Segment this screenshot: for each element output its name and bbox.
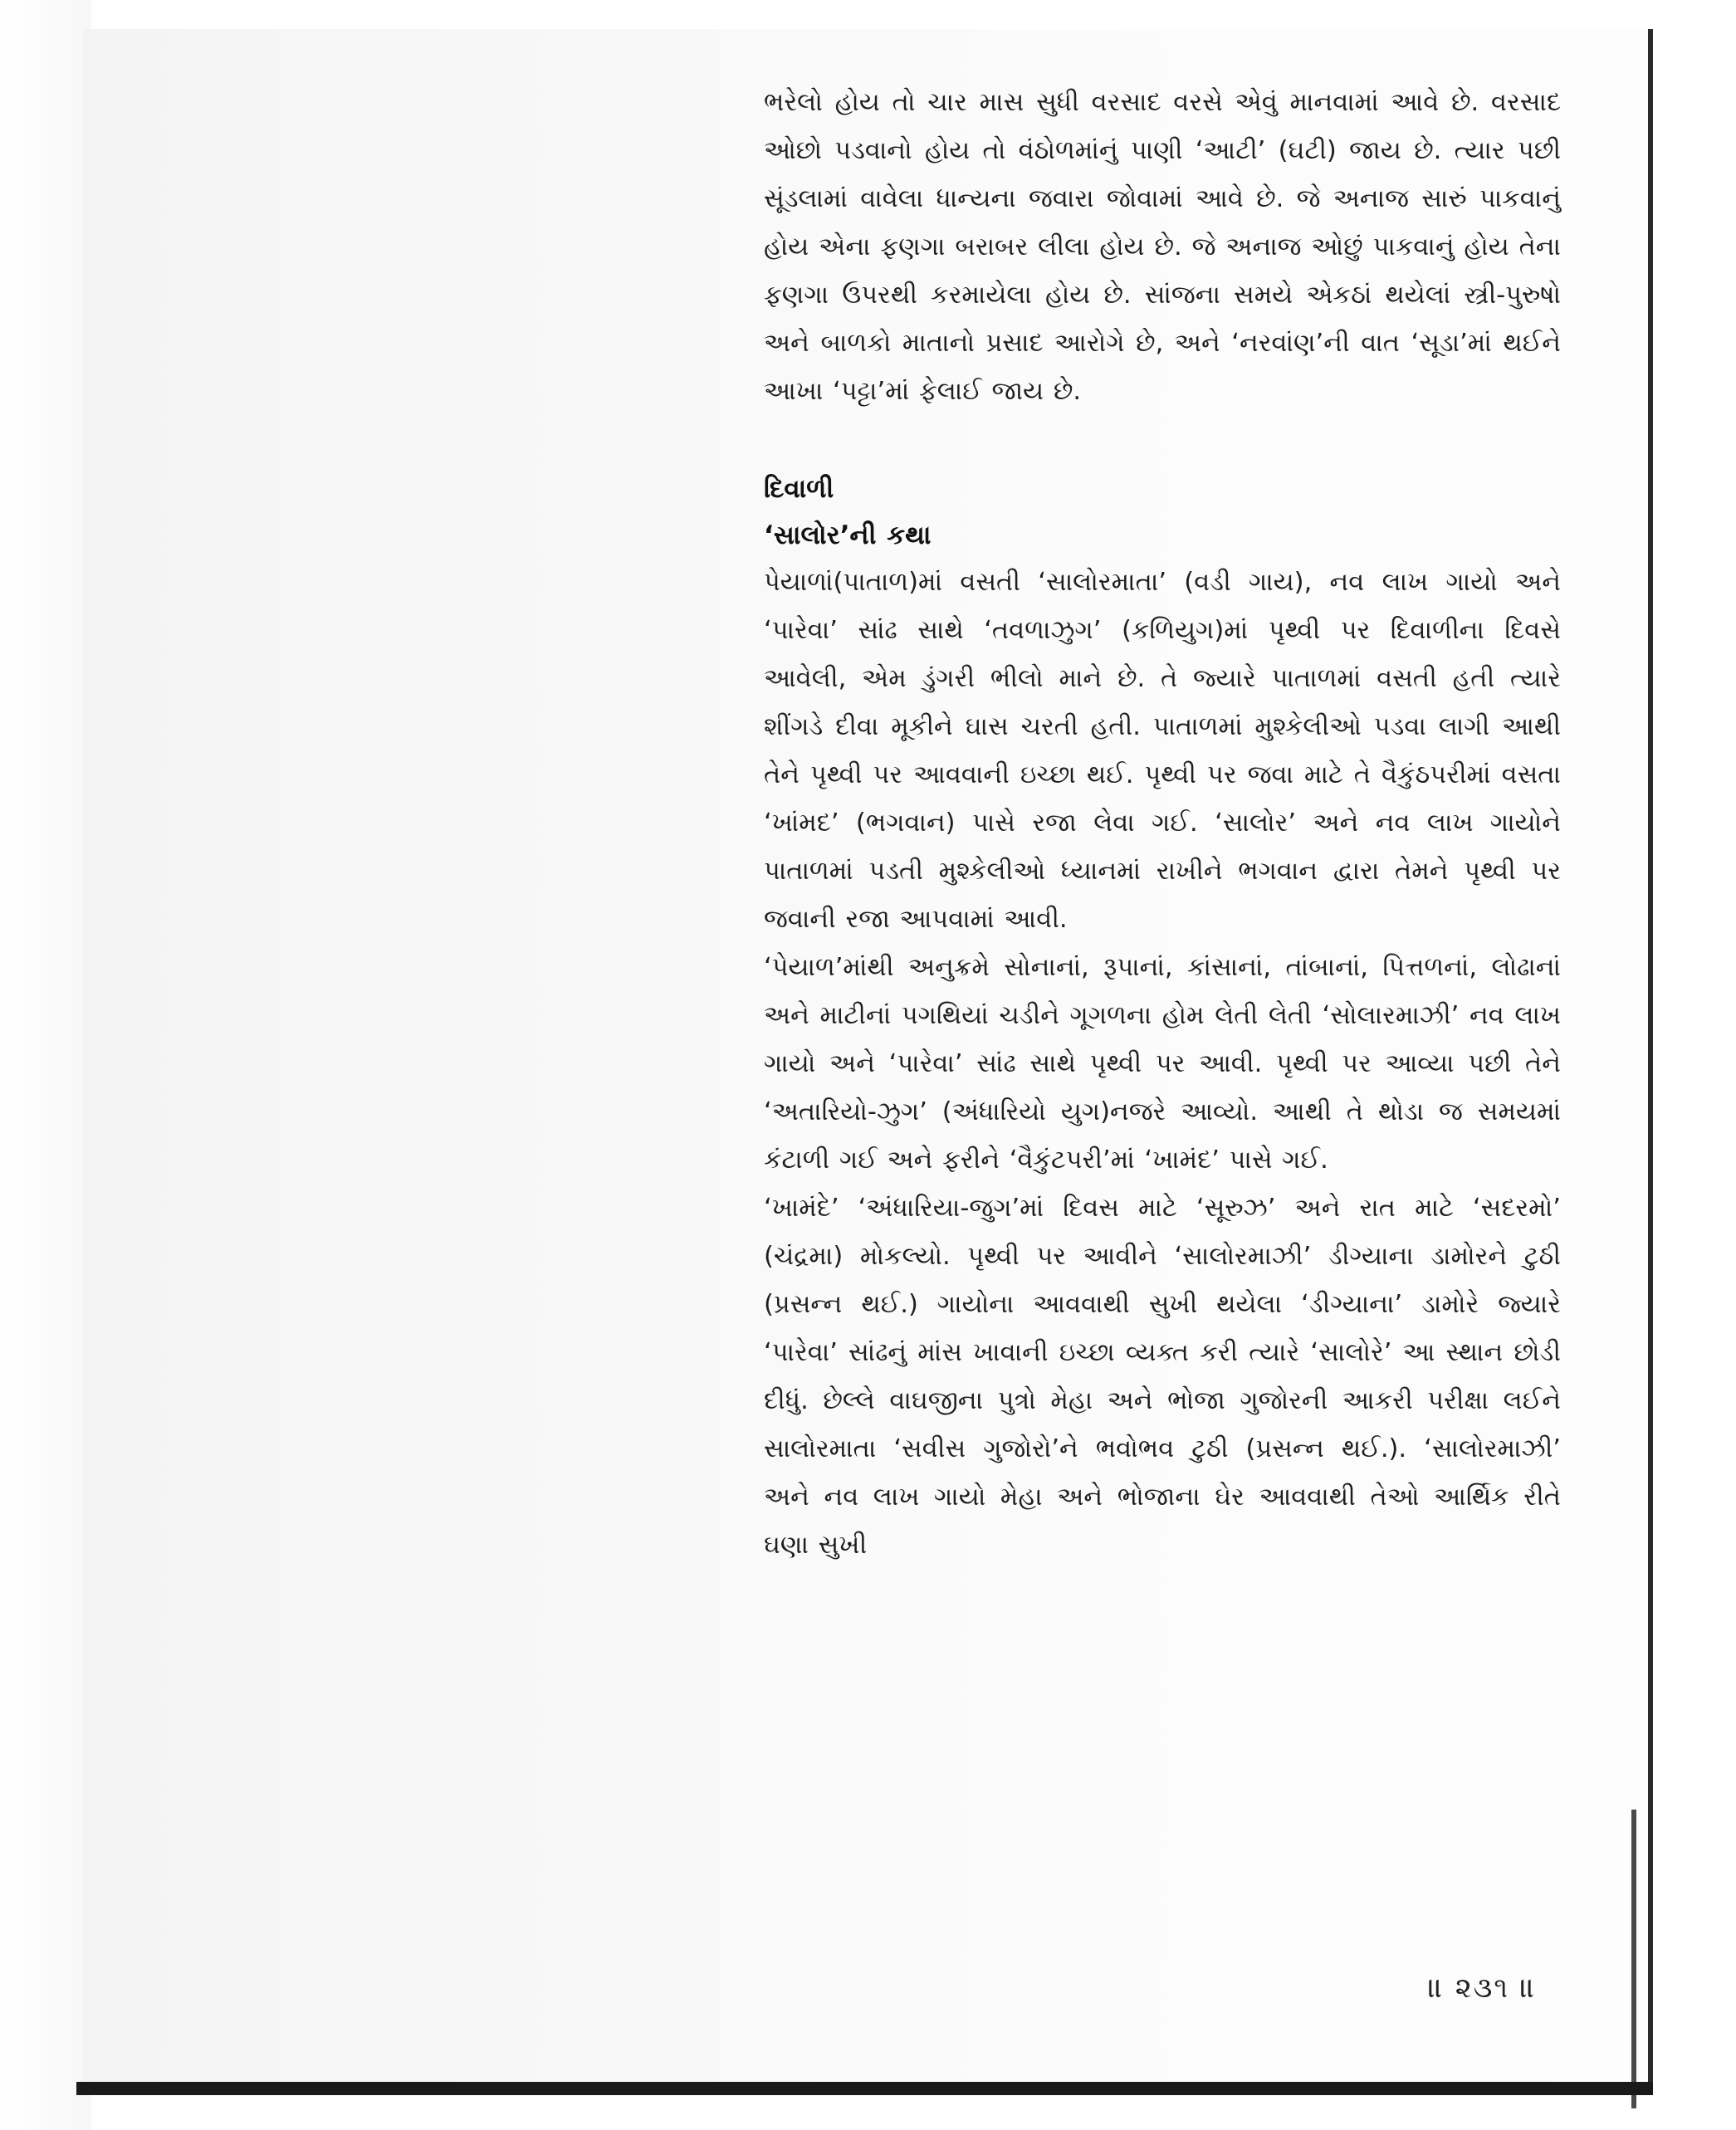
body-paragraph: ‘પેયાળ’માંથી અનુક્રમે સોનાનાં, રૂપાનાં, કાંસાનાં, તાંબાનાં, પિત્તળનાં, લોઢાનાં અને માટીનાં પગથિયાં ચડીને ગૂગળના હોમ લેતી લેતી ‘સોલારમાઝી’ નવ લાખ ગાયો અને ‘પારેવા’ સાંઢ સાથે પૃથ્વી પર આવી. પૃથ્વી પર આવ્યા પછી તેને ‘અતારિયો-ઝુગ’ (અંધારિયો યુગ)નજરે આવ્યો. આથી તે થોડા જ સમયમાં કંટાળી ગઈ અને ફરીને ‘વૈકુંટપરી’માં ‘ખામંદ’ પાસે ગઈ. <box>764 953 1561 1175</box>
section-heading: દિવાળી <box>764 474 834 504</box>
scan-margin-left <box>0 0 91 2130</box>
section-spacer <box>764 416 1561 466</box>
page-edge-bottom <box>76 2082 1653 2095</box>
page-edge-right-inner <box>1631 1810 1636 2108</box>
intro-paragraph: ભરેલો હોય તો ચાર માસ સુધી વરસાદ વરસે એવું માનવામાં આવે છે. વરસાદ ઓછો પડવાનો હોય તો વંઠોળમાંનું પાણી ‘આટી’ (ઘટી) જાય છે. ત્યાર પછી સૂંડલામાં વાવેલા ધાન્યના જવારા જોવામાં આવે છે. જે અનાજ સારું પાકવાનું હોય એના ફણગા બરાબર લીલા હોય છે. જે અનાજ ઓછું પાકવાનું હોય તેના ફણગા ઉપરથી કરમાયેલા હોય છે. સાંજના સમયે એકઠાં થયેલાં સ્ત્રી-પુરુષો અને બાળકો માતાનો પ્રસાદ આરોગે છે, અને ‘નરવાંણ’ની વાત ‘સૂડા’માં થઈને આખા ‘પટ્ટા’માં ફેલાઈ જાય છે. <box>764 88 1561 406</box>
body-paragraph: ‘ખામંદે’ ‘અંધારિયા-જુગ’માં દિવસ માટે ‘સૂરુઝ’ અને રાત માટે ‘સદરમો’ (ચંદ્રમા) મોકલ્યો. પૃથ્વી પર આવીને ‘સાલોરમાઝી’ ડીગ્યાના ડામોરને ટુઠી (પ્રસન્ન થઈ.) ગાયોના આવવાથી સુખી થયેલા ‘ડીગ્યાના’ ડામોરે જ્યારે ‘પારેવા’ સાંઢનું માંસ ખાવાની ઇચ્છા વ્યક્ત કરી ત્યારે ‘સાલોરે’ આ સ્થાન છોડી દીધું. છેલ્લે વાઘજીના પુત્રો મેહા અને ભોજા ગુજોરની આકરી પરીક્ષા લઈને સાલોરમાતા ‘સવીસ ગુજોરો’ને ભવોભવ ટુઠી (પ્રસન્ન થઈ.). ‘સાલોરમાઝી’ અને નવ લાખ ગાયો મેહા અને ભોજાના ઘેર આવવાથી તેઓ આર્થિક રીતે ઘણા સુખી <box>764 1194 1561 1560</box>
page-edge-right <box>1648 29 1653 2092</box>
page-number: ॥ ૨૩૧ ॥ <box>1428 1971 1537 2005</box>
body-paragraph: પેયાળાં(પાતાળ)માં વસતી ‘સાલોરમાતા’ (વડી ગાય), નવ લાખ ગાયો અને ‘પારેવા’ સાંઢ સાથે ‘તવળાઝુગ’ (કળિયુગ)માં પૃથ્વી પર દિવાળીના દિવસે આવેલી, એમ ડુંગરી ભીલો માને છે. તે જ્યારે પાતાળમાં વસતી હતી ત્યારે શીંગડે દીવા મૂકીને ઘાસ ચરતી હતી. પાતાળમાં મુશ્કેલીઓ પડવા લાગી આથી તેને પૃથ્વી પર આવવાની ઇચ્છા થઈ. પૃથ્વી પર જવા માટે તે વૈકુંઠપરીમાં વસતા ‘ખાંમદ’ (ભગવાન) પાસે રજા લેવા ગઈ. ‘સાલોર’ અને નવ લાખ ગાયોને પાતાળમાં પડતી મુશ્કેલીઓ ધ્યાનમાં રાખીને ભગવાન દ્વારા તેમને પૃથ્વી પર જવાની રજા આપવામાં આવી. <box>764 568 1561 934</box>
text-column <box>764 79 1561 1570</box>
section-subheading: ‘સાલોર’ની કથા <box>764 520 932 550</box>
